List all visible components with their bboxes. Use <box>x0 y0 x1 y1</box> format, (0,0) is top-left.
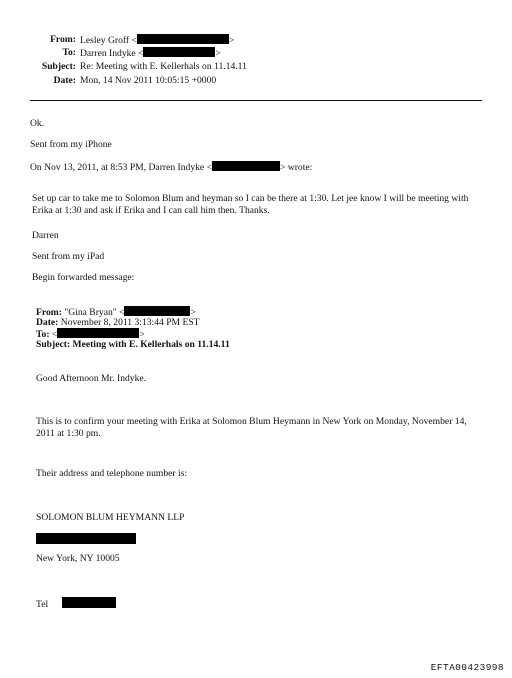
subject-label: Subject: <box>41 61 76 72</box>
redaction-block <box>62 597 116 608</box>
date-label: Date: <box>53 75 76 86</box>
fwd-date-line: Date: November 8, 2011 3:13:44 PM EST <box>36 317 200 328</box>
fwd-greeting: Good Afternoon Mr. Indyke. <box>36 373 147 384</box>
redaction-block <box>143 47 215 57</box>
from-value: Lesley Groff < > <box>80 35 235 46</box>
reply-signature: Sent from my iPhone <box>30 139 112 150</box>
redaction-block <box>57 328 139 338</box>
reply-body: Ok. <box>30 118 45 129</box>
fwd-from-line: From: "Gina Bryan" < > <box>36 307 196 318</box>
redaction-block <box>124 306 190 316</box>
from-label: From: <box>50 34 76 45</box>
to-label: To: <box>62 47 76 58</box>
date-value: Mon, 14 Nov 2011 10:05:15 +0000 <box>80 75 217 86</box>
to-value: Darren Indyke < > <box>80 48 221 59</box>
redaction-block <box>137 34 229 44</box>
fwd-firm: SOLOMON BLUM HEYMANN LLP <box>36 512 185 523</box>
quoted-signature: Sent from my iPad <box>32 251 105 262</box>
quoted-name: Darren <box>32 230 59 241</box>
quoted-body: Set up car to take me to Solomon Blum and heyman so I can be there at 1:30. Let jee know I will be meeting with Erika at 1:30 and ask if Erika and I can call him then. Thanks. <box>32 193 469 216</box>
bates-number: EFTA00423998 <box>430 662 504 673</box>
fwd-subject-line: Subject: Meeting with E. Kellerhals on 11.14.11 <box>36 339 230 350</box>
fwd-to-line: To: < > <box>36 329 145 340</box>
subject-value: Re: Meeting with E. Kellerhals on 11.14.11 <box>80 61 247 72</box>
quote-intro: On Nov 13, 2011, at 8:53 PM, Darren Indyke < > wrote: <box>30 162 313 173</box>
redaction-block <box>212 161 280 171</box>
header-divider <box>30 100 482 101</box>
fwd-confirm: This is to confirm your meeting with Erika at Solomon Blum Heymann in New York on Monday, November 14, 2011 at 1:30 pm. <box>36 416 467 439</box>
forward-intro: Begin forwarded message: <box>32 272 135 283</box>
fwd-city: New York, NY 10005 <box>36 553 120 564</box>
fwd-address-intro: Their address and telephone number is: <box>36 468 188 479</box>
redaction-block <box>36 533 136 544</box>
fwd-tel-line: Tel <box>36 597 116 611</box>
